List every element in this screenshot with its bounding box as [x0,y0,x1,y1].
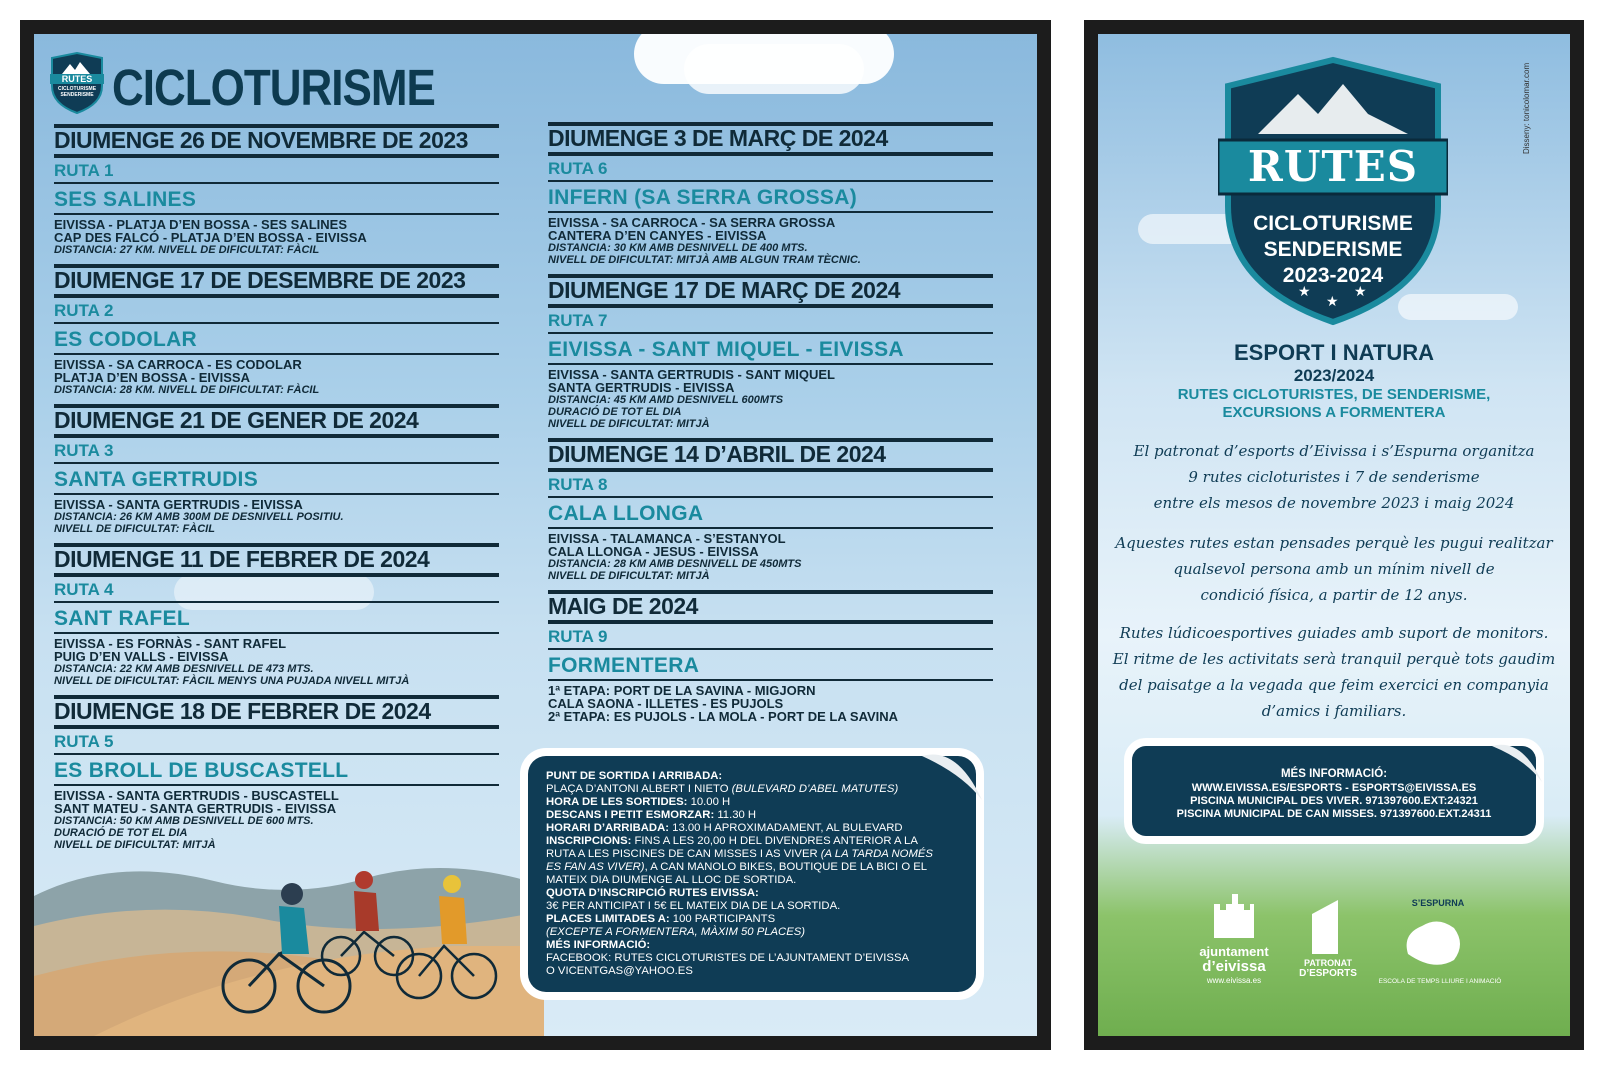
route-date: DIUMENGE 18 DE FEBRER DE 2024 [54,698,431,724]
route-detail-line: PUIG D’EN VALLS - EIVISSA [54,649,229,664]
year: 2023/2024 [1293,366,1375,385]
route-details [548,684,993,723]
info-text: PUNT DE SORTIDA I ARRIBADA: [546,770,723,782]
route-detail-line: NIVELL DE DIFICULTAT: MITJÀ [54,839,216,851]
route-detail-line: DISTANCIA: 27 KM. NIVELL DE DIFICULTAT: FÀCIL [54,244,320,256]
svg-text:★: ★ [1298,284,1311,300]
design-credit: Disseny: tonicolomar.com [1522,62,1531,154]
paragraph-1 [1098,438,1570,516]
info-text: PLAÇA D’ANTONI ALBERT I NIETO [546,783,732,795]
route-date: DIUMENGE 11 DE FEBRER DE 2024 [54,546,430,572]
route-detail-line: DISTANCIA: 28 KM. NIVELL DE DIFICULTAT: FÀCIL [54,384,320,396]
route-name: ES CODOLAR [54,326,499,355]
route-date: DIUMENGE 3 DE MARÇ DE 2024 [548,125,888,151]
info-text: 13.00 H APROXIMADAMENT, AL BULEVARD [672,822,903,834]
logo-sub2: SENDERISME [60,92,94,98]
logo3-line2: ESCOLA DE TEMPS LLIURE I ANIMACIÓ [1378,978,1502,985]
route-number: RUTA 6 [548,158,993,182]
route-block [54,404,499,535]
route-name: SANT RAFEL [54,605,499,634]
info-text: QUOTA D’INSCRIPCIÓ RUTES EIVISSA: [546,887,759,899]
route-details [548,368,993,430]
route-details [54,358,499,396]
info-text: (EXCEPTE A FORMENTERA, MÀXIM 50 PLACES) [546,926,806,938]
route-detail-line: NIVELL DE DIFICULTAT: FÀCIL MENYS UNA PUJADA NIVELL MITJÀ [54,675,410,687]
route-detail-line: EIVISSA - SA CARROCA - SA SERRA GROSSA [548,215,836,230]
info-text: MÉS INFORMACIÓ: [546,939,651,951]
info-text: O VICENTGAS@YAHOO.ES [546,965,693,977]
route-date: DIUMENGE 17 DE DESEMBRE DE 2023 [54,267,466,293]
route-detail-line: CANTERA D’EN CANYES - EIVISSA [548,228,767,243]
paragraph-line: qualsevol persona amb un mínim nivell de [1173,560,1495,578]
paragraph-line: d’amics i familiars. [1261,702,1407,720]
left-poster-inner [34,34,1037,1036]
route-number: RUTA 8 [548,474,993,498]
route-detail-line: CAP DES FALCÓ - PLATJA D’EN BOSSA - EIVISSA [54,230,367,245]
route-date-bar [54,695,499,729]
routes-column-1 [54,124,499,859]
route-block [54,543,499,687]
route-detail-line: EIVISSA - SA CARROCA - ES CODOLAR [54,357,302,372]
route-detail-line: DISTANCIA: 26 KM AMB 300M DE DESNIVELL POSITIU. [54,511,344,523]
paragraph-line: Aquestes rutes estan pensades perquè les pugui realitzar [1115,534,1553,552]
route-detail-line: EIVISSA - SANTA GERTRUDIS - BUSCASTELL [54,788,339,803]
route-details [54,637,499,687]
route-detail-line: EIVISSA - TALAMANCA - S’ESTANYOL [548,531,786,546]
heading: ESPORT I NATURA [1233,340,1435,365]
logo3-line1: S’ESPURNA [1411,898,1465,908]
paragraph-line: El ritme de les activitats serà tranquil perquè tots gaudim [1112,650,1556,668]
logo1-line2: d’eivissa [1202,958,1266,975]
svg-text:★: ★ [1354,284,1367,300]
routes-column-2 [548,122,993,731]
contact-title: MÉS INFORMACIÓ: [1280,768,1388,780]
route-name: FORMENTERA [548,652,993,681]
route-detail-line: DURACIÓ DE TOT EL DIA [548,406,682,418]
badge-line-1: CICLOTURISME [1253,212,1413,235]
badge-line-3: 2023-2024 [1282,264,1384,287]
contact-box [1132,746,1536,836]
route-name: SANTA GERTRUDIS [54,466,499,495]
route-details [548,216,993,266]
contact-line: WWW.EIVISSA.ES/ESPORTS - ESPORTS@EIVISSA.ES [1191,782,1477,794]
route-date: DIUMENGE 21 DE GENER DE 2024 [54,407,419,433]
info-line [546,783,933,796]
route-block [548,122,993,266]
route-detail-line: EIVISSA - ES FORNÀS - SANT RAFEL [54,636,287,651]
subtitle-1: RUTES CICLOTURISTES, DE SENDERISME, [1177,386,1491,403]
info-text: (A LA TARDA NOMÉS [820,848,933,860]
route-name: INFERN (SA SERRA GROSSA) [548,184,993,213]
route-detail-line: PLATJA D’EN BOSSA - EIVISSA [54,370,250,385]
info-text: FINS A LES 20,00 H DEL DIVENDRES ANTERIOR A LA [634,835,918,847]
logo-rutes-text: RUTES [61,74,93,84]
route-number: RUTA 1 [54,160,499,184]
route-date: MAIG DE 2024 [548,593,698,619]
info-text: HORA DE LES SORTIDES: [546,796,691,808]
route-date-bar [548,274,993,308]
info-text: PLACES LIMITADES A: [546,913,673,925]
route-details [548,532,993,582]
route-detail-line: 1ª ETAPA: PORT DE LA SAVINA - MIGJORN [548,683,816,698]
info-line [546,887,933,900]
logo2-line1: PATRONAT [1304,958,1352,968]
info-line [546,926,933,939]
info-box [528,756,976,992]
info-text: INSCRIPCIONS: [546,835,635,847]
cyclists-illustration [34,836,544,1036]
paragraph-3 [1098,620,1570,724]
route-detail-line: NIVELL DE DIFICULTAT: MITJÀ [548,570,710,582]
route-block [548,590,993,723]
contact-line: PISCINA MUNICIPAL DES VIVER. 971397600.EXT:24321 [1190,795,1478,807]
info-line [546,952,933,965]
route-detail-line: CALA LLONGA - JESUS - EIVISSA [548,544,759,559]
route-detail-line: SANT MATEU - SANTA GERTRUDIS - EIVISSA [54,801,337,816]
paragraph-line: 9 rutes cicloturistes i 7 de senderisme [1188,468,1480,486]
route-detail-line: DISTANCIA: 28 KM AMB DESNIVELL DE 450MTS [548,558,802,570]
info-text: HORARI D’ARRIBADA: [546,822,673,834]
info-line [546,939,933,952]
route-detail-line: SANTA GERTRUDIS - EIVISSA [548,380,735,395]
route-detail-line: CALA SAONA - ILLETES - ES PUJOLS [548,696,784,711]
route-detail-line: EIVISSA - SANTA GERTRUDIS - SANT MIQUEL [548,367,835,382]
route-date-bar [548,590,993,624]
info-lines [546,770,933,978]
route-date-bar [54,264,499,298]
route-date: DIUMENGE 17 DE MARÇ DE 2024 [548,277,901,303]
route-block [54,264,499,396]
contact-lines [1132,782,1536,821]
route-detail-line: DISTANCIA: 50 KM AMB DESNIVELL DE 600 MTS. [54,815,314,827]
route-name: SES SALINES [54,186,499,215]
subtitle-2: EXCURSIONS A FORMENTERA [1222,404,1446,421]
info-line [546,965,933,978]
castle-icon [1208,890,1258,940]
svg-text:★: ★ [1326,294,1339,310]
badge-line-2: SENDERISME [1263,238,1403,261]
info-text: (BULEVARD D’ABEL MATUTES) [731,783,899,795]
info-text: MATEIX DIA DIUMENGE AL LLOC DE SORTIDA. [546,874,797,886]
info-line [546,809,933,822]
paragraph-line: Rutes lúdicoesportives guiades amb suport de monitors. [1119,624,1549,642]
contact-line: PISCINA MUNICIPAL DE CAN MISSES. 971397600.EXT.24311 [1176,808,1492,820]
info-line [546,913,933,926]
info-line [546,835,933,848]
info-text: 3€ PER ANTICIPAT I 5€ EL MATEIX DIA DE LA SORTIDA. [546,900,841,912]
info-text: RUTA A LES PISCINES DE CAN MISSES I AS VIVER [546,848,821,860]
info-line [546,874,933,887]
route-number: RUTA 5 [54,731,499,755]
info-line [546,796,933,809]
info-line [546,770,933,783]
espurna-island-icon [1398,914,1468,974]
route-detail-line: 2ª ETAPA: ES PUJOLS - LA MOLA - PORT DE LA SAVINA [548,709,899,724]
info-line [546,848,933,861]
right-poster [1084,20,1584,1050]
route-date-bar [548,438,993,472]
route-details [54,498,499,535]
info-line [546,900,933,913]
route-block [548,274,993,430]
info-text: 10.00 H [690,796,731,808]
info-text: ES FAN AS VIVER) [546,861,645,873]
route-detail-line: DURACIÓ DE TOT EL DIA [54,827,188,839]
info-text: DESCANS I PETIT ESMORZAR: [546,809,718,821]
route-detail-line: EIVISSA - SANTA GERTRUDIS - EIVISSA [54,497,303,512]
route-date-bar [54,543,499,577]
route-block [548,438,993,582]
info-line [546,861,933,874]
route-detail-line: NIVELL DE DIFICULTAT: MITJÀ AMB ALGUN TRAM TÈCNIC. [548,254,861,266]
paragraph-line: El patronat d’esports d’Eivissa i s’Espurna organitza [1133,442,1535,460]
page-title: CICLOTURISME [112,60,435,117]
route-number: RUTA 2 [54,300,499,324]
route-block [54,124,499,256]
cloud [684,44,864,94]
route-name: CALA LLONGA [548,500,993,529]
logo-sub1: CICLOTURISME [57,86,97,92]
paragraph-2 [1098,530,1570,608]
route-name: ES BROLL DE BUSCASTELL [54,757,499,786]
info-text: 100 PARTICIPANTS [672,913,776,925]
logo1-line3: www.eivissa.es [1206,976,1262,985]
info-text: 11.30 H [717,809,757,821]
route-number: RUTA 4 [54,579,499,603]
route-number: RUTA 3 [54,440,499,464]
route-details [54,218,499,256]
left-poster [20,20,1051,1050]
patronat-icon [1308,894,1342,958]
paragraph-line: condició física, a partir de 12 anys. [1200,586,1468,604]
route-date: DIUMENGE 26 DE NOVEMBRE DE 2023 [54,127,468,153]
route-date-bar [54,404,499,438]
info-text: FACEBOOK: RUTES CICLOTURISTES DE L’AJUNTAMENT D’EIVISSA [546,952,910,964]
route-detail-line: DISTANCIA: 22 KM AMB DESNIVELL DE 473 MTS. [54,663,314,675]
logo2-line2: D’ESPORTS [1299,968,1357,979]
route-date-bar [548,122,993,156]
route-detail-line: NIVELL DE DIFICULTAT: FÀCIL [54,523,215,535]
route-detail-line: EIVISSA - PLATJA D’EN BOSSA - SES SALINES [54,217,348,232]
logo1-line1: ajuntament [1199,944,1269,959]
route-detail-line: DISTANCIA: 30 KM AMB DESNIVELL DE 400 MTS. [548,242,808,254]
info-line [546,822,933,835]
paragraph-line: entre els mesos de novembre 2023 i maig 2024 [1153,494,1515,512]
badge-title: RUTES [1247,142,1419,191]
route-date-bar [54,124,499,158]
right-poster-inner [1098,34,1570,1036]
route-number: RUTA 7 [548,310,993,334]
route-name: EIVISSA - SANT MIQUEL - EIVISSA [548,336,993,365]
route-block [54,695,499,851]
paragraph-line: del paisatge a la vegada que feim exercici en companyia [1119,676,1549,694]
route-detail-line: NIVELL DE DIFICULTAT: MITJÀ [548,418,710,430]
route-number: RUTA 9 [548,626,993,650]
route-date: DIUMENGE 14 D’ABRIL DE 2024 [548,441,886,467]
info-text: , A CAN MANOLO BIKES, BOUTIQUE DE LA BICI O EL [644,861,928,873]
route-detail-line: DISTANCIA: 45 KM AMD DESNIVELL 600MTS [548,394,784,406]
